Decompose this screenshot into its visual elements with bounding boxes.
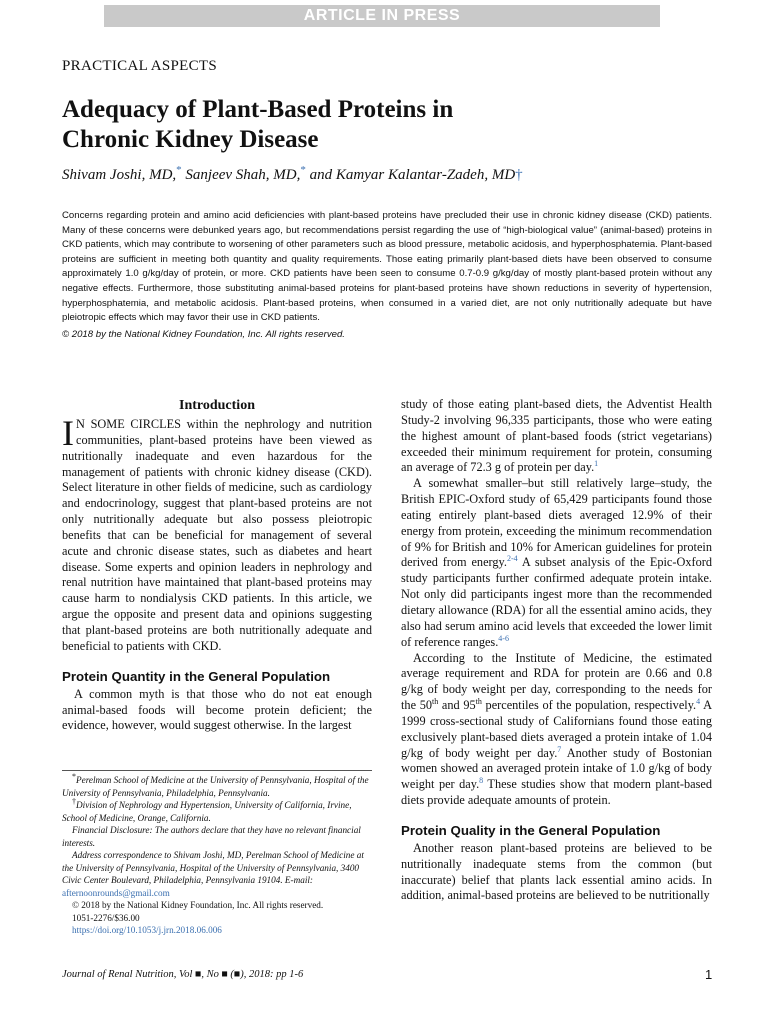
footnote-affiliation-2: †Division of Nephrology and Hypertension, University of California, Irvine, School of Medicine, Orange, California.	[62, 796, 352, 823]
author-list	[62, 164, 523, 184]
author-1: Shivam Joshi, MD,	[62, 167, 177, 183]
citation-link[interactable]: 7	[557, 744, 562, 754]
footnotes	[62, 771, 372, 937]
affiliation-mark[interactable]: *	[176, 164, 182, 176]
right-paragraph-1: study of those eating plant-based diets, the Adventist Health Study-2 involving 96,335 participants, those who were eating the highest amount of plant-based foods (strict vegetarians) exceeded their minimum requirement for protein, consuming an average of 72.3 g of protein per day.$^1$	[401, 397, 712, 475]
affiliation-mark[interactable]: †	[515, 167, 523, 183]
footnote-issn: 1051-2276/$36.00	[72, 912, 140, 923]
citation-link[interactable]: 1	[594, 459, 599, 469]
quality-paragraph: Another reason plant-based proteins are believed to be nutritionally inadequate stems from the common (but inaccurate) belief that plants lack essential amino acids. In addition, animal-based proteins are believed to be nutritionally	[401, 840, 712, 903]
author-2: Sanjeev Shah, MD,	[185, 167, 301, 183]
page-number: 1	[705, 967, 713, 982]
footnote-correspondence: Address correspondence to Shivam Joshi, MD, Perelman School of Medicine at the University of Pennsylvania, Hospital of the University of Pennsylvania, 3400 Civic Center Boulevard, Philadelphia, Pennsylvania 19104. E-mail: afternoonrounds@gmail.com	[62, 850, 364, 898]
article-in-press-banner: ARTICLE IN PRESS	[104, 5, 660, 27]
intro-heading: Introduction	[179, 398, 255, 413]
drop-cap: I	[62, 413, 74, 453]
doi-link[interactable]: https://doi.org/10.1053/j.jrn.2018.06.006	[72, 925, 222, 935]
footnote-divider	[62, 770, 372, 771]
quantity-paragraph: A common myth is that those who do not eat enough animal-based foods will become protein deficient; the evidence, however, would suggest otherwise. In the largest	[62, 686, 372, 733]
author-3: and Kamyar Kalantar-Zadeh, MD	[309, 167, 516, 183]
abstract-text: Concerns regarding protein and amino acid deficiencies with plant-based proteins have precluded their use in chronic kidney disease (CKD) patients. Many of these concerns were debunked years ago, but recommendations persist regarding the use of “high-biological value” (animal-based) proteins in CKD patients, which may contribute to worsening of other parameters such as blood pressure, metabolic acidosis, and hyperphosphatemia. Plant-based proteins are sufficient in meeting both quantity and quality requirements. Those eating primarily plant-based diets have been observed to consume approximately 1.0 g/kg/day of protein, or more. CKD patients have been seen to consume 0.7-0.9 g/kg/day of mostly plant-based protein without any negative effects. Furthermore, those substituting animal-based proteins for plant-based proteins have shown reductions in severity of hypertension, hyperphosphatemia, and metabolic acidosis. Plant-based proteins, when consumed in a varied diet, are not only nutritionally adequate but have pleiotropic effects which may favor their use in CKD patients.	[62, 210, 712, 324]
protein-quality-heading: Protein Quality in the General Population	[401, 822, 661, 838]
intro-paragraph: I N SOME CIRCLES within the nephrology and nutrition communities, plant-based proteins have been viewed as nutritionally inadequate and even hazardous for the management of patients with chronic kidney disease (CKD). Select literature in other fields of medicine, such as cardiology and endocrinology, suggest that plant-based proteins are not only nutritionally adequate but also possess pleiotropic benefits that can be beneficial for management of several acute and chronic disease states, such as diabetes and heart disease. Some experts and opinion leaders in nephrology and renal nutrition have maintained that plant-based proteins may cause harm to nondialysis CKD patients. In this article, we argue the opposite and present data and opinions suggesting that plant-based proteins are both nutritionally adequate and beneficial to patients with CKD.	[62, 413, 372, 653]
footnote-affiliation-1: *Perelman School of Medicine at the University of Pennsylvania, Hospital of the University of Pennsylvania, Philadelphia, Pennsylvania.	[62, 771, 369, 798]
title-line-2: Chronic Kidney Disease	[62, 126, 319, 153]
citation-link[interactable]: 8	[479, 776, 484, 786]
article-title	[62, 95, 702, 155]
abstract-copyright: © 2018 by the National Kidney Foundation, Inc. All rights reserved.	[62, 328, 345, 340]
right-paragraph-2: A somewhat smaller–but still relatively large–study, the British EPIC-Oxford study of 65,429 participants found those eating entirely plant-based diets averaged 12.9% of their energy from protein, exceeding the minimum recommendation of 9% for British and 10% for American guidelines for protein derived from energy.$^{2-4}$ A subset analysis of the Epic-Oxford study participants further confirmed adequate protein intake. Not only did participants ingest more than the recommended dietary allowance (RDA) for all the essential amino acids, they also had serum amino acid levels that exceeded the lower limit of reference ranges.$^{4-6}$	[401, 476, 713, 649]
abstract	[62, 209, 712, 342]
citation-link[interactable]: 4-6	[498, 633, 509, 643]
footnote-copyright: © 2018 by the National Kidney Foundation, Inc. All rights reserved.	[72, 900, 324, 910]
email-link[interactable]: afternoonrounds@gmail.com	[62, 887, 170, 898]
citation-link[interactable]: 4	[696, 696, 701, 706]
citation-link[interactable]: 2-4	[506, 554, 518, 564]
section-label: PRACTICAL ASPECTS	[62, 58, 217, 74]
left-column	[62, 397, 372, 734]
footnote-disclosure: Financial Disclosure: The authors declare that they have no relevant financial interests.	[62, 825, 361, 848]
protein-quantity-heading: Protein Quantity in the General Population	[62, 668, 331, 684]
affiliation-mark[interactable]: *	[300, 164, 306, 176]
right-paragraph-3: According to the Institute of Medicine, the estimated average requirement and RDA for protein are 0.66 and 0.8 g/kg of body weight per day, corresponding to the needs for the 50th and 95th percentiles of the population, respectively.$^4$ A 1999 cross-sectional study of Californians found those eating exclusively plant-based diets averaged a protein intake of 1.04 g/kg of body weight per day.$^7$ Another study of Bostonian women showed an averaged protein intake of 1.0 g/kg of body weight per day.$^8$ These studies show that modern plant-based diets provide adequate amounts of protein.	[401, 650, 712, 808]
title-line-1: Adequacy of Plant-Based Proteins in	[62, 96, 454, 123]
right-column	[401, 397, 712, 904]
journal-citation: Journal of Renal Nutrition, Vol ■, No ■ (■), 2018: pp 1-6	[62, 969, 304, 980]
